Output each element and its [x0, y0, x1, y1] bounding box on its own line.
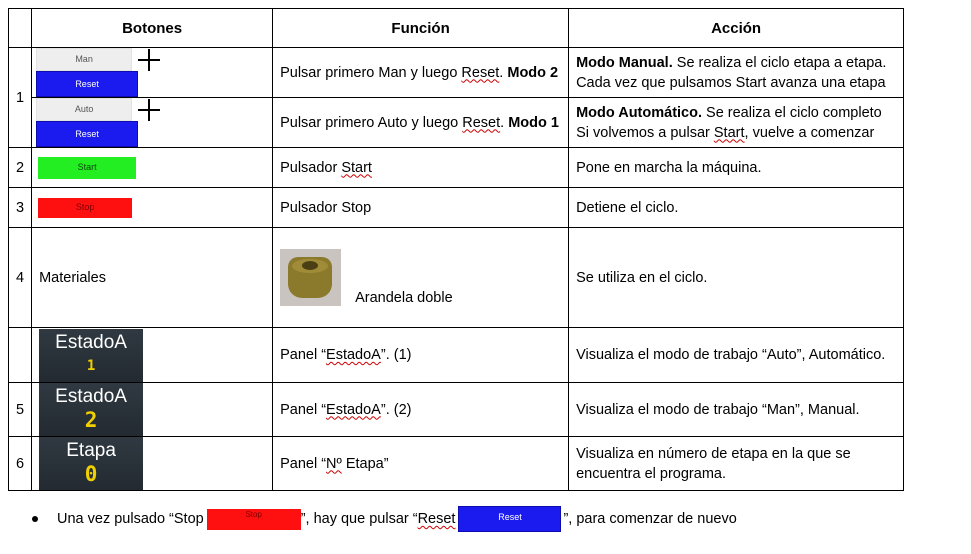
action-cell — [569, 98, 904, 148]
header-botones: Botones — [32, 9, 273, 48]
function-text: Panel “ — [280, 401, 327, 418]
bullet-icon — [32, 516, 38, 522]
table-row — [9, 148, 904, 188]
stop-button[interactable]: Stop — [207, 509, 301, 530]
function-text: Pulsar primero Auto y luego — [280, 114, 463, 131]
function-cell — [273, 48, 569, 98]
header-num — [9, 9, 32, 48]
reset-button[interactable]: Reset — [36, 121, 138, 147]
buttons-table — [8, 8, 904, 491]
table-row — [9, 98, 904, 148]
action-cell: Detiene el ciclo. — [569, 188, 904, 228]
function-cell — [273, 437, 569, 491]
buttons-cell — [32, 188, 273, 228]
note-bullet — [32, 506, 737, 532]
reset-button[interactable]: Reset — [36, 71, 138, 97]
table-row — [9, 188, 904, 228]
panel-title: EstadoA — [55, 386, 127, 407]
function-text: Etapa” — [341, 455, 389, 472]
function-cell — [273, 98, 569, 148]
action-text: , vuelve a comenzar — [744, 124, 875, 141]
table-row — [9, 48, 904, 98]
table-row — [9, 383, 904, 437]
function-cell — [273, 228, 569, 328]
action-text: Se realiza el ciclo etapa a etapa. — [672, 54, 887, 71]
panel-value: 2 — [84, 408, 98, 432]
estadoa-panel — [39, 383, 143, 436]
start-button[interactable]: Start — [38, 157, 136, 179]
row-number: 3 — [9, 188, 32, 228]
action-text: Si volvemos a pulsar — [576, 124, 714, 141]
action-cell: Pone en marcha la máquina. — [569, 148, 904, 188]
etapa-panel — [39, 437, 143, 490]
action-cell: Se utiliza en el ciclo. — [569, 228, 904, 328]
buttons-cell — [32, 148, 273, 188]
action-keyword: Start — [713, 124, 745, 141]
header-funcion: Función — [273, 9, 569, 48]
action-text: Se realiza el ciclo completo — [702, 104, 882, 121]
note-text: ”, para comenzar de nuevo — [563, 511, 737, 527]
note-text: Una vez pulsado “Stop — [57, 511, 204, 527]
panel-cell — [32, 328, 273, 383]
row-number: 6 — [9, 437, 32, 491]
auto-button[interactable]: Auto — [36, 98, 132, 121]
action-title: Modo Manual. — [576, 54, 673, 71]
note-keyword: Reset — [417, 511, 456, 527]
row-number: 2 — [9, 148, 32, 188]
function-text: ”. (2) — [380, 401, 412, 418]
materials-label: Materiales — [32, 228, 273, 328]
function-keyword: EstadoA — [326, 347, 381, 363]
function-cell — [273, 383, 569, 437]
action-cell: Visualiza en número de etapa en la que se encuentra el programa. — [569, 437, 904, 491]
function-keyword: Nº — [326, 455, 342, 472]
mode-label: Modo 1 — [508, 114, 559, 131]
panel-title: EstadoA — [55, 331, 127, 353]
washer-image — [280, 249, 341, 306]
reset-button[interactable]: Reset — [458, 506, 561, 532]
function-keyword: Reset — [462, 114, 501, 131]
function-text: . — [499, 64, 508, 81]
plus-icon — [138, 99, 160, 121]
action-cell: Visualiza el modo de trabajo “Auto”, Automático. — [569, 328, 904, 383]
action-cell: Visualiza el modo de trabajo “Man”, Manual. — [569, 383, 904, 437]
man-button[interactable]: Man — [36, 48, 132, 71]
mode-label: Modo 2 — [507, 64, 559, 81]
table-row — [9, 437, 904, 491]
estadoa-panel — [39, 329, 143, 382]
material-name: Arandela doble — [355, 290, 453, 306]
action-cell — [569, 48, 904, 98]
function-keyword: Reset — [461, 64, 500, 81]
panel-value: 0 — [84, 462, 98, 486]
function-cell — [273, 328, 569, 383]
table-row — [9, 328, 904, 383]
function-keyword: EstadoA — [326, 401, 381, 418]
header-accion: Acción — [569, 9, 904, 48]
buttons-cell — [32, 98, 273, 148]
row-number: 4 — [9, 228, 32, 328]
row-number: 5 — [9, 383, 32, 437]
panel-value: 1 — [86, 357, 96, 374]
function-text: Panel “ — [280, 347, 327, 363]
function-text: ”. (1) — [380, 347, 412, 363]
panel-title: Etapa — [66, 440, 116, 461]
function-keyword: Start — [341, 159, 372, 176]
note-text: ”, hay que pulsar “ — [300, 511, 418, 527]
table-row — [9, 228, 904, 328]
function-cell: Pulsador Stop — [273, 188, 569, 228]
function-text: . — [500, 114, 509, 131]
action-text: Cada vez que pulsamos Start avanza una etapa — [576, 74, 886, 91]
buttons-cell — [32, 48, 273, 98]
action-title: Modo Automático. — [576, 104, 702, 121]
row-number — [9, 328, 32, 383]
row-number: 1 — [9, 48, 32, 148]
function-cell — [273, 148, 569, 188]
function-text: Panel “ — [280, 455, 327, 472]
header-row — [9, 9, 904, 48]
panel-cell — [32, 437, 273, 491]
function-text: Pulsar primero Man y luego — [280, 64, 462, 81]
plus-icon — [138, 49, 160, 71]
stop-button[interactable]: Stop — [38, 198, 132, 218]
function-text: Pulsador — [280, 159, 342, 176]
panel-cell — [32, 383, 273, 437]
